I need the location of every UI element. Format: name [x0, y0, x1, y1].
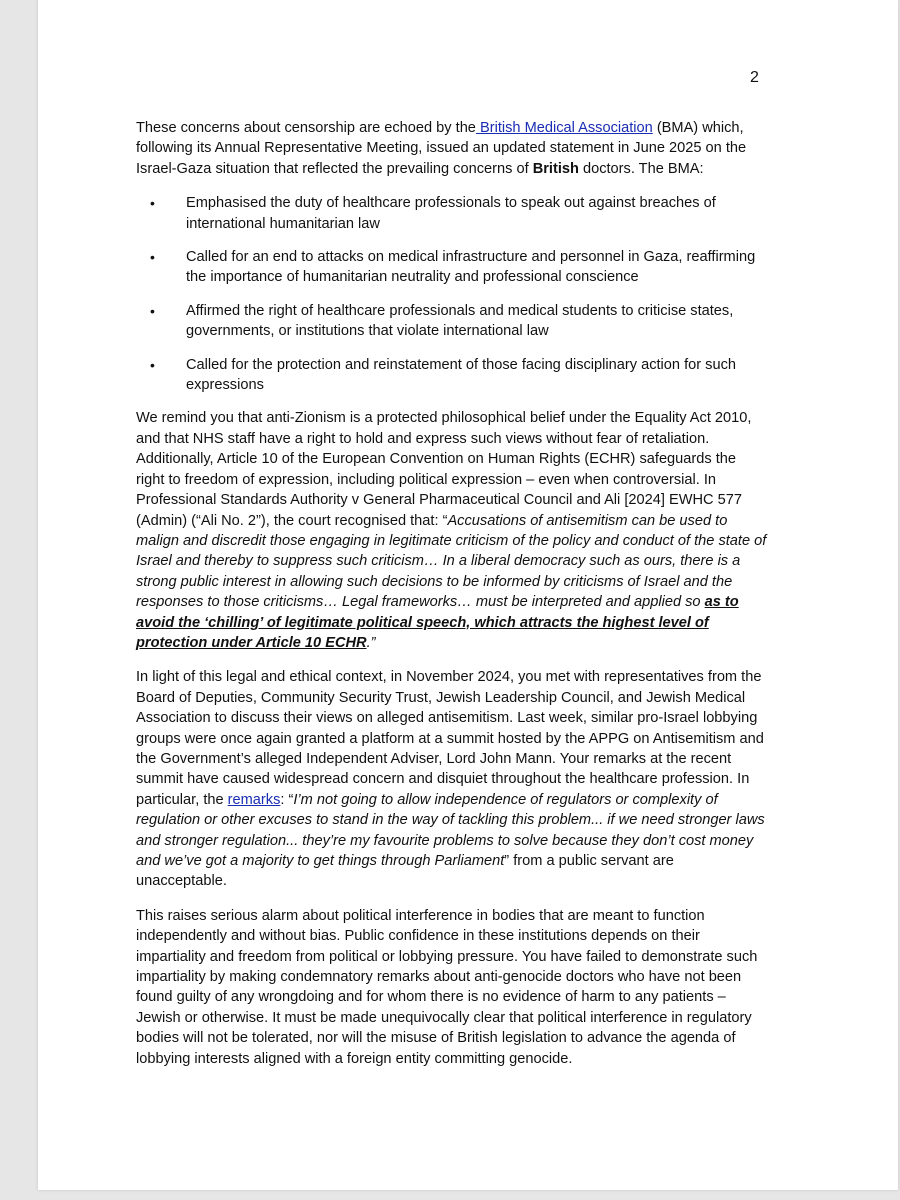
paragraph-political-interference: This raises serious alarm about political interference in bodies that are meant to function independently and without bias. Public confidence in these institutions depends on their impartiality and freedom from political or lobbying pressure. You have failed to demonstrate such impartiality by making condemnatory remarks about anti-genocide doctors who have not been found guilty of any wrongdoing and for whom there is no evidence of harm to any patients – Jewish or otherwise. It must be made unequivocally clear that political interference in regulatory bodies will not be tolerated, nor will the misuse of British legislation to advance the agenda of lobbying interests aligned with a foreign entity committing genocide. [136, 907, 758, 1067]
list-item [136, 247, 768, 288]
text: In light of this legal and ethical context, in November 2024, you met with representatives from the Board of Deputies, Community Security Trust, Jewish Leadership Council, and Jewish Medical Association to discuss their views on alleged antisemitism. Last week, similar pro-Israel lobbying groups were once again granted a platform at a summit hosted by the APPG on Antisemitism and the Government’s alleged Independent Adviser, Lord John Mann. Your remarks at the recent summit have caused widespread concern and disquiet throughout the healthcare profession. In particular, the [136, 669, 764, 808]
remarks-quote: I’m not going to allow independence of regulators or complexity of regulation or other excuses to stand in the way of tackling this problem... if we need stronger laws and stronger regulation... they’re my favourite problems to solve because they don’t cost money and we’ve got a majority to get things through Parliament [136, 791, 765, 869]
list-item-text: Called for the protection and reinstatement of those facing disciplinary action for such expressions [186, 356, 737, 394]
paragraph-bma-intro [136, 118, 768, 179]
list-item [136, 355, 768, 396]
bold-text: British [532, 160, 579, 177]
document-page [38, 0, 898, 1190]
bullet-icon: • [150, 195, 155, 212]
text: ” from a public servant are unacceptable. [136, 853, 674, 890]
bullet-icon: • [150, 302, 155, 319]
court-quote: Accusations of antisemitism can be used to malign and discredit those engaging in legitimate criticism of the policy and conduct of the state of Israel and thereby to suppress such criticism… In a liberal democracy such as ours, there is a strong public interest in allowing such decisions to be informed by criticisms of Israel and the responses to those criticisms… Legal frameworks… must be interpreted and applied so [136, 512, 767, 611]
list-item-text: Called for an end to attacks on medical infrastructure and personnel in Gaza, reaffirming the importance of humanitarian neutrality and professional conscience [186, 249, 756, 286]
court-quote-emphasis: as to avoid the ‘chilling’ of legitimate political speech, which attracts the highest level of protection under Article 10 ECHR [136, 594, 739, 651]
text: (BMA) which, following its Annual Representative Meeting, issued an updated statement in June 2025 on the Israel-Gaza situation that reflected the prevailing concerns of [136, 120, 747, 177]
page-number: 2 [750, 69, 759, 86]
remarks-link[interactable]: remarks [227, 791, 281, 808]
bma-link[interactable]: British Medical Association [475, 120, 653, 136]
text: doctors. The BMA: [578, 160, 704, 177]
bma-bullet-list [136, 193, 768, 395]
paragraph-summit [136, 667, 768, 891]
document-body [136, 118, 768, 1069]
paragraph-legal-context [136, 408, 768, 653]
list-item [136, 193, 768, 234]
text: These concerns about censorship are echoed by the [136, 120, 476, 136]
list-item-text: Affirmed the right of healthcare professionals and medical students to criticise states, governments, or institutions that violate international law [186, 302, 734, 340]
list-item-text: Emphasised the duty of healthcare professionals to speak out against breaches of international humanitarian law [186, 195, 716, 232]
list-item [136, 301, 768, 342]
text: : “ [280, 791, 294, 808]
bullet-icon: • [150, 356, 155, 373]
text: We remind you that anti-Zionism is a protected philosophical belief under the Equality Act 2010, and that NHS staff have a right to hold and express such views without fear of retaliation. Additionally, Article 10 of the European Convention on Human Rights (ECHR) safeguards the right to freedom of expression, including political expression – even when controversial. In Professional Standards Authority v General Pharmaceutical Council and Ali [2024] EWHC 577 (Admin) (“Ali No. 2”), the court recognised that: “ [136, 410, 752, 529]
quote-end: .” [366, 634, 376, 651]
bullet-icon: • [150, 249, 155, 266]
